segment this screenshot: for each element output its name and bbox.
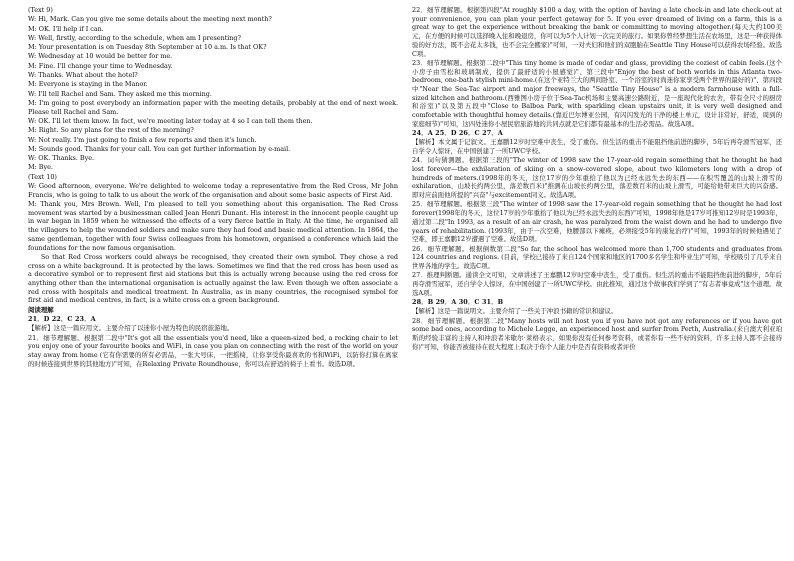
answer-key: 28．B 29．A 30．C 31．B — [412, 297, 504, 306]
right-column — [412, 6, 782, 557]
paragraph: M: Thank you, Mrs Brown. Well, I'm pleased to tell you something about this organisation. The Red Cross movement was started by a businessman called Jean Henri Dunant. His interest in the innocent people caught up in war began in 1859 when he witnessed the effects of a very fierce battle in Italy. At the time, he organised all the villagers to help the wounded soldiers and make sure they had food and basic medical attention. In 1864, the same gentleman, together with four Swiss colleagues from his hometown, organised a conference which laid the foundations for the now famous organisation. — [28, 200, 398, 252]
paragraph: M: I'm going to post everybody an information paper with the meeting details, probably at the end of next week. Please tell Rachel and Sam. — [28, 98, 398, 116]
paragraph: 21．细节理解题。根据第二段中"It's got all the essentials you'd need, like a queen-sized bed, a rocking chair to let you enjoy one of your favourite books and WiFi, in case you plan on connecting with the rest of the world on your stay away from home (它有你需要的所有必需品，一张大号床，一把摇椅，让你享受你最喜欢的书和WiFi，以防你打算在离家的时候连接到世界的其他地方)"可知，在Relaxing Private Roundhouse，你可以在舒适的椅子上看书。故选D项。 — [28, 333, 398, 368]
paragraph: W: Good afternoon, everyone. We're delighted to welcome today a representative from the Red Cross, Mr John Francis, who is going to talk to us about the work of the organisation and about some basic aspects of First Aid. — [28, 182, 398, 199]
paragraph: M: Right. So any plans for the rest of the morning? — [28, 126, 194, 135]
answer-key: 21．D 22．C 23．A — [28, 314, 96, 323]
paragraph: M: Everyone is staying in the Manor. — [28, 80, 148, 89]
paragraph: M: Bye. — [28, 163, 53, 172]
section-label: (Text 9) — [28, 6, 53, 14]
paragraph: 25．细节理解题。根据第三段"The winter of 1998 saw the 17-year-old regain something that he thought he had lost forever(1998年的冬天，这位17岁的少年重拾了他以为已经永远失去的东西)"可知，1998年他是17岁可推知12岁时是1993年，通过第二段"In 1993, as a result of an air crash, he was paralyzed from the waist down and he had to undergo five years of rehabilitation. (1993年，由于一次空难，他腰部以下瘫痪，必须接受5年的康复治疗)"可知，1993年的时候他遇见了空难，即王嘉鹏12岁遭遇了空难。故选D项。 — [412, 200, 782, 244]
paragraph: W: I'll tell Rachel and Sam. They asked me this morning. — [28, 89, 212, 98]
section-heading: 阅读理解 — [28, 305, 54, 314]
paragraph: So that Red Cross workers could always be recognised, they created their own symbol. They chose a red cross on a white background. It is protected by the laws. Sometimes we find that the red cross has been used as a decorative symbol or to represent first aid stations but this is actually wrong because using the red cross for anything other than the international organisation is actually against the law. Even though we often associate a red cross with hospitals and medical treatment. In Australia, as in many countries, the recognised symbol for first aid and medical centres, in fact, is a white cross on a green background. — [28, 252, 398, 305]
paragraph: 27．推理判断题。通读全文可知，文章讲述了王嘉鹏12岁时空难中丧生，受了重伤。但生活的重击不能阻挡他前进的脚步，5年后再夺滑雪冠军，还自学令人惊讶，在中国创建了一所UWC学校。由此推知，通过这个故事我们学到了"有志者事竟成"这个道理。故选A项。 — [412, 271, 782, 297]
paragraph: W: Not really. I'm just going to finish a few reports and then it's lunch. — [28, 135, 257, 144]
paragraph: 【解析】这是一篇说明文。主要介绍了一些关于冲浪书籍的常识和建议。 — [412, 307, 618, 316]
paragraph: M: OK. I'll help if I can. — [28, 24, 104, 33]
answer-key: 24．A 25．D 26．C 27．A — [412, 129, 503, 138]
paragraph: 22．细节理解题。根据第四段"At roughly $100 a day, with the option of having a late check-in and late check-out at your convenience, you can plan your perfect getaway for 5. If you ever dreamed of living on a farm, this is a great way to get the experience without breaking the bank or committing to moving altogether.(每天大约100美元，在方便的时候可以选择晚入住和晚退房，你可以为5个人计划一次完美的旅行。如果你曾经梦想生活在农场里，这是一种获得体验的好方法，既不会花太多钱，也不会完全搬家)"可知，一对夫妇和他们的双胞胎在Seattle Tiny House可以获得农场经验。故选C项。 — [412, 6, 782, 58]
left-column — [28, 6, 398, 557]
paragraph: M: Sounds good. Thanks for your call. You can get further information by e-mail. — [28, 144, 291, 153]
paragraph: W: Hi, Mark. Can you give me some details about the meeting next month? — [28, 15, 272, 24]
paragraph: M: Fine. I'll change your time to Wednesday. — [28, 61, 173, 70]
paragraph: 26．细节理解题。根据倒数第二段"So far, the school has welcomed more than 1,700 students and graduates from 124 countries and regions. (目前，学校已接待了来自124个国家和地区的1700多名学生和毕业生)"可知，学校吸引了几乎来自世界各地的学生。故选C项。 — [412, 244, 782, 270]
paragraph: M: Your presentation is on Tuesday 8th September at 10 a.m. Is that OK? — [28, 43, 267, 52]
paragraph: 24．词句猜测题。根据第三段的"The winter of 1998 saw the 17-year-old regain something that he thought he had lost forever—the exhilaration of skiing on a snow-covered slope, about two kilometers long with a drop of hundreds of meters.(1998年的冬天，这位17岁的少年重拾了他以为已经永远失去的东西——在积雪覆盖的山坡上滑雪的exhilaration，山坡长约两公里，落差数百米)"推测在山坡长约两公里，落差数百米的山坡上滑雪，可能给他带来巨大的兴奋感。即对应前面他所提的"兴奋"与excitement同义。故选A项。 — [412, 156, 782, 200]
paragraph: 23．细节理解题。根据第二段中"This tiny home is made of cedar and glass, providing the coziest of cabin feels.(这个小房子由雪松和玻璃制成，提供了最舒适的小屋感觉)"、第三段中"Enjoy the best of both worlds in this Atlanta two-bedroom, one-bath stylish mini-home.(在这个亚特兰大的两间卧室、一个浴室的时尚迷你家享受两个世界的最好的)"、第四段中"Near the Sea-Tac airport and major freeways, the "Seattle Tiny House" is a modern farmhouse with a full-sized kitchen and bathroom.(西雅图小房子位于Sea-Tac机场和主要高速公路附近，是一座现代化的农舍，带有全尺寸的厨房和浴室)"以及第五段中"Close to Balboa Park, with sparkling clean upstairs unit, it is very well designed and comfortable with thoughtful homey details.(靠近巴尔博亚公园，有闪闪发光的干净的楼上单元，设计非常好，舒适，周到的家庭细节)"可知，这四处迷你小屋民宿旅游地的共同点就是它们都有最基本的生活必需品。故选A项。 — [412, 58, 782, 128]
paragraph: 【解析】这是一篇应用文。主要介绍了以迷你小屋为特色的民宿旅游地。 — [28, 324, 234, 333]
paragraph: W: Well, firstly, according to the schedule, when am I presenting? — [28, 33, 241, 42]
paragraph: W: Wednesday at 10 would be better for me. — [28, 52, 173, 61]
paragraph: W: Thanks. What about the hotel? — [28, 71, 138, 80]
paragraph: 【解析】本文属于记叙文。王嘉鹏12岁时空难中丧生，受了重伤。但生活的重击不能阻挡他前进的脚步，5年后再夺滑雪冠军，还自学令人惊讶，在中国创建了一所UWC学校。 — [412, 138, 782, 156]
paragraph: 28．细节理解题。根据第二段"Many hosts will not host you if you have not got any references or if you have got some bad ones, according to Michele Legge, an experienced host and surfer from Perth, Australia.(来自澳大利亚珀斯的经验丰富的主持人和冲浪者米歇尔·莱格表示，如果你没有任何参考资料，或者你有一些不好的资料，许多主持人都不会接待你)"可知，你能否被接待在很大程度上取决于你个人能力中是否有资料或者评价 — [412, 316, 782, 351]
paragraph: W: OK. I'll let them know. In fact, we're meeting later today at 4 so I can tell them then. — [28, 116, 313, 125]
section-label: (Text 10) — [28, 172, 57, 181]
paragraph: W: OK. Thanks. Bye. — [28, 154, 95, 163]
